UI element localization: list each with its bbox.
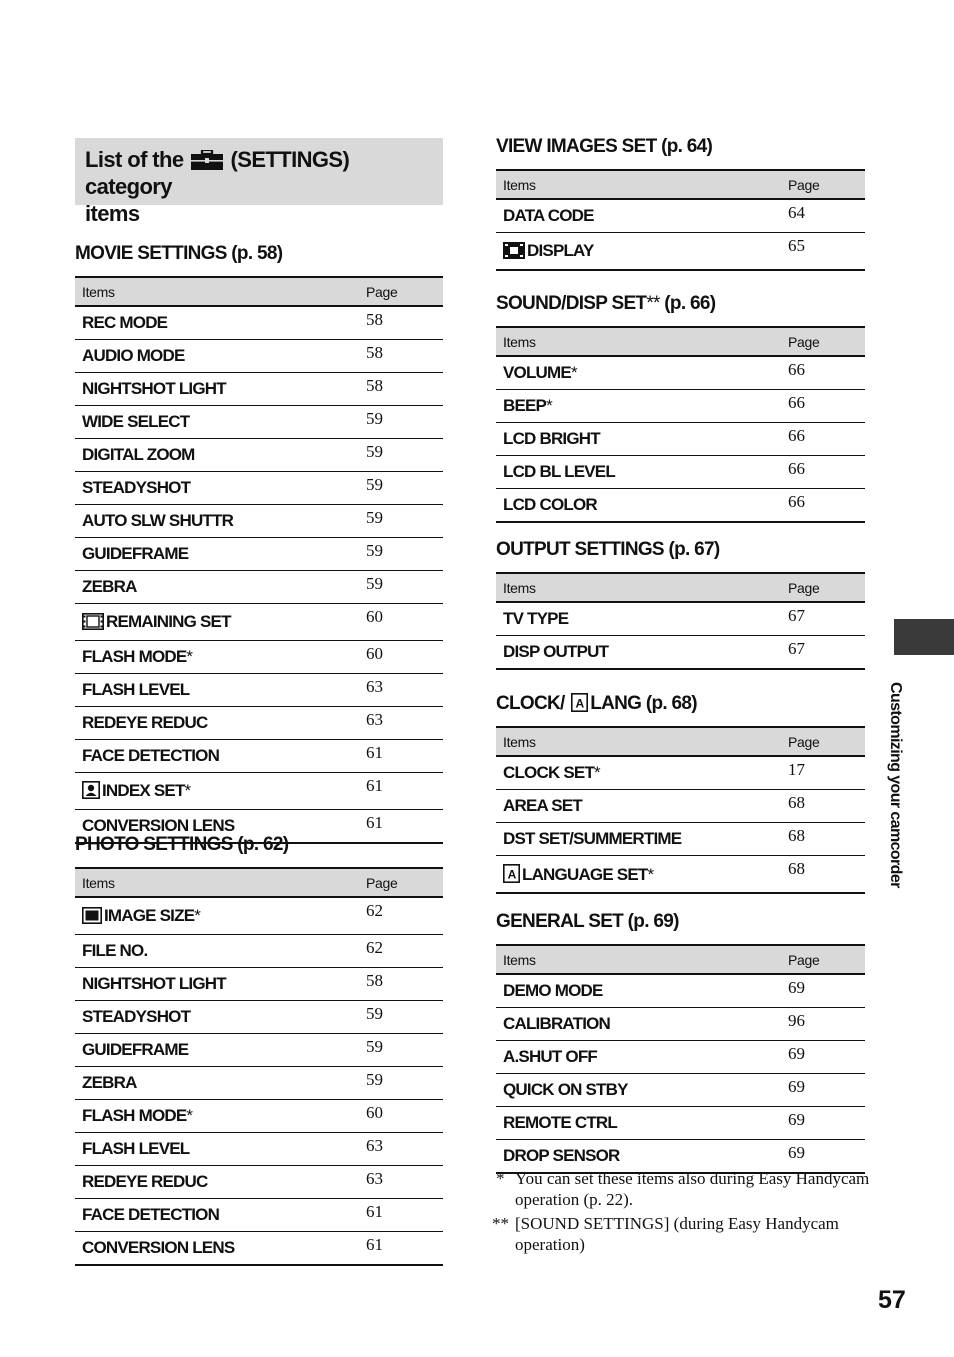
table-row bbox=[75, 1133, 443, 1166]
item-name: REC MODE bbox=[82, 313, 168, 332]
page-number-cell: 64 bbox=[788, 199, 865, 233]
footnotes bbox=[492, 1168, 876, 1258]
page-number-cell: 62 bbox=[366, 897, 443, 935]
page-number-cell: 68 bbox=[788, 856, 865, 894]
table-row bbox=[496, 489, 865, 523]
item-name: CONVERSION LENS bbox=[82, 816, 235, 835]
item-name-cell bbox=[496, 199, 788, 233]
item-name-cell bbox=[75, 1034, 366, 1067]
item-name: AREA SET bbox=[503, 796, 582, 815]
item-name-cell bbox=[75, 306, 366, 340]
footnote bbox=[496, 1168, 876, 1210]
item-name-cell bbox=[75, 641, 366, 674]
table-row bbox=[496, 1041, 865, 1074]
item-name: VOLUME bbox=[503, 363, 571, 382]
item-name-cell bbox=[75, 897, 366, 935]
item-name-cell bbox=[496, 423, 788, 456]
item-name: LCD BRIGHT bbox=[503, 429, 600, 448]
asterisk-mark: * bbox=[594, 763, 600, 782]
item-name: FACE DETECTION bbox=[82, 746, 220, 765]
table-row bbox=[496, 1008, 865, 1041]
heading-main: SOUND/DISP SET bbox=[496, 293, 647, 314]
page-number-cell: 68 bbox=[788, 790, 865, 823]
view-images-set-heading: VIEW IMAGES SET (p. 64) bbox=[496, 136, 713, 157]
page-number-cell: 68 bbox=[788, 823, 865, 856]
title-suffix: (SETTINGS) category bbox=[85, 147, 350, 199]
page-number-cell: 66 bbox=[788, 390, 865, 423]
page-number-cell: 58 bbox=[366, 340, 443, 373]
table-row bbox=[75, 773, 443, 810]
asterisk-mark: * bbox=[546, 396, 552, 415]
table-row bbox=[75, 674, 443, 707]
items-header: Items bbox=[496, 573, 788, 602]
item-name: GUIDEFRAME bbox=[82, 1040, 189, 1059]
page-number-cell: 61 bbox=[366, 740, 443, 773]
table-row bbox=[496, 790, 865, 823]
footnote bbox=[492, 1213, 876, 1255]
item-name-cell bbox=[496, 1107, 788, 1140]
page-number-cell: 61 bbox=[366, 1199, 443, 1232]
item-name-cell bbox=[75, 406, 366, 439]
page-number-cell: 67 bbox=[788, 636, 865, 670]
table-row bbox=[75, 571, 443, 604]
page-number-cell: 63 bbox=[366, 707, 443, 740]
film-icon bbox=[82, 612, 106, 631]
item-name: FACE DETECTION bbox=[82, 1205, 220, 1224]
item-name: AUDIO MODE bbox=[82, 346, 185, 365]
sound-disp-set-section bbox=[496, 290, 865, 523]
item-name: DISP OUTPUT bbox=[503, 642, 609, 661]
table-row bbox=[75, 1034, 443, 1067]
clock-lang-heading bbox=[496, 690, 865, 718]
item-name-cell bbox=[75, 472, 366, 505]
item-name: NIGHTSHOT LIGHT bbox=[82, 974, 226, 993]
item-name: LANGUAGE SET bbox=[522, 864, 648, 884]
item-name-cell bbox=[75, 935, 366, 968]
page-number-cell: 59 bbox=[366, 505, 443, 538]
page-header: Page bbox=[366, 277, 443, 306]
items-header: Items bbox=[496, 327, 788, 356]
svg-text:A: A bbox=[575, 696, 584, 711]
item-name-cell bbox=[496, 1008, 788, 1041]
section-title-box bbox=[75, 138, 443, 226]
photo-settings-section bbox=[75, 831, 443, 1266]
item-name: DISPLAY bbox=[527, 241, 594, 260]
item-name: LCD BL LEVEL bbox=[503, 462, 615, 481]
item-name-cell bbox=[496, 1074, 788, 1107]
item-name: NIGHTSHOT LIGHT bbox=[82, 379, 226, 398]
page-number-cell: 60 bbox=[366, 641, 443, 674]
table-row bbox=[75, 439, 443, 472]
page-number-cell: 69 bbox=[788, 1107, 865, 1140]
item-name-cell bbox=[75, 968, 366, 1001]
language-icon bbox=[503, 865, 522, 884]
item-name-cell bbox=[496, 790, 788, 823]
display-icon bbox=[503, 241, 527, 260]
table-row bbox=[496, 199, 865, 233]
title-line2: items bbox=[85, 201, 140, 226]
page-number-cell: 65 bbox=[788, 233, 865, 271]
item-name: CALIBRATION bbox=[503, 1014, 611, 1033]
face-index-icon bbox=[82, 781, 102, 800]
page-number-cell: 62 bbox=[366, 935, 443, 968]
item-name: STEADYSHOT bbox=[82, 1007, 191, 1026]
table-row bbox=[75, 935, 443, 968]
item-name-cell bbox=[75, 1133, 366, 1166]
item-name-cell bbox=[75, 1199, 366, 1232]
page-number-cell: 58 bbox=[366, 306, 443, 340]
item-name-cell bbox=[75, 439, 366, 472]
footnote-text: You can set these items also during Easy Handycam operation (p. 22). bbox=[515, 1169, 870, 1209]
page-number-cell: 61 bbox=[366, 773, 443, 810]
items-header: Items bbox=[496, 945, 788, 974]
page-number-cell: 59 bbox=[366, 1034, 443, 1067]
page-header: Page bbox=[788, 727, 865, 756]
table-row bbox=[75, 373, 443, 406]
table-row bbox=[75, 1232, 443, 1266]
svg-text:A: A bbox=[507, 867, 516, 881]
item-name-cell bbox=[75, 1166, 366, 1199]
item-name: FLASH LEVEL bbox=[82, 680, 190, 699]
item-name: DST SET/SUMMERTIME bbox=[503, 829, 682, 848]
item-name-cell bbox=[75, 1001, 366, 1034]
item-name: FLASH LEVEL bbox=[82, 1139, 190, 1158]
table-row bbox=[496, 856, 865, 894]
page-number-cell: 59 bbox=[366, 472, 443, 505]
item-name-cell bbox=[496, 356, 788, 390]
item-name-cell bbox=[496, 756, 788, 790]
table-row bbox=[75, 968, 443, 1001]
item-name-cell bbox=[496, 856, 788, 894]
output-settings-table bbox=[496, 572, 865, 670]
table-row bbox=[496, 974, 865, 1008]
table-row bbox=[496, 602, 865, 636]
items-header: Items bbox=[496, 170, 788, 199]
item-name: GUIDEFRAME bbox=[82, 544, 189, 563]
item-name-cell bbox=[75, 373, 366, 406]
page-number-cell: 63 bbox=[366, 674, 443, 707]
item-name: STEADYSHOT bbox=[82, 478, 191, 497]
general-set-section bbox=[496, 908, 865, 1174]
page-number-cell: 66 bbox=[788, 356, 865, 390]
item-name-cell bbox=[75, 571, 366, 604]
item-name-cell bbox=[75, 505, 366, 538]
view-images-set-section bbox=[496, 133, 865, 271]
page-number-cell: 61 bbox=[366, 1232, 443, 1266]
table-row bbox=[496, 356, 865, 390]
output-settings-section bbox=[496, 536, 865, 670]
page-number-cell: 59 bbox=[366, 571, 443, 604]
toolbox-icon bbox=[191, 150, 223, 170]
item-name: FLASH MODE bbox=[82, 1106, 187, 1125]
page-header: Page bbox=[788, 327, 865, 356]
page-number-cell: 59 bbox=[366, 439, 443, 472]
table-row bbox=[496, 390, 865, 423]
item-name-cell bbox=[75, 1232, 366, 1266]
item-name-cell bbox=[75, 1100, 366, 1133]
movie-settings-table bbox=[75, 276, 443, 844]
table-row bbox=[75, 740, 443, 773]
item-name-cell bbox=[75, 707, 366, 740]
page-header: Page bbox=[788, 170, 865, 199]
item-name-cell bbox=[496, 233, 788, 271]
photo-settings-table bbox=[75, 867, 443, 1266]
footnote-mark: * bbox=[496, 1169, 505, 1188]
table-row bbox=[75, 1166, 443, 1199]
page-number-cell: 66 bbox=[788, 423, 865, 456]
footnote-mark: ** bbox=[492, 1214, 509, 1233]
page-title bbox=[85, 146, 433, 227]
item-name: DIGITAL ZOOM bbox=[82, 445, 195, 464]
item-name-cell bbox=[496, 602, 788, 636]
sound-disp-set-table bbox=[496, 326, 865, 523]
item-name: DATA CODE bbox=[503, 206, 594, 225]
item-name: REMOTE CTRL bbox=[503, 1113, 617, 1132]
view-images-set-table bbox=[496, 169, 865, 271]
item-name: BEEP bbox=[503, 396, 547, 415]
item-name: IMAGE SIZE bbox=[104, 906, 195, 925]
table-row bbox=[496, 1074, 865, 1107]
item-name: FLASH MODE bbox=[82, 647, 187, 666]
page-header: Page bbox=[788, 945, 865, 974]
item-name-cell bbox=[75, 340, 366, 373]
item-name-cell bbox=[75, 538, 366, 571]
table-row bbox=[75, 1100, 443, 1133]
item-name: ZEBRA bbox=[82, 577, 137, 596]
table-row bbox=[75, 472, 443, 505]
table-row bbox=[496, 233, 865, 271]
item-name: ZEBRA bbox=[82, 1073, 137, 1092]
photo-settings-heading: PHOTO SETTINGS (p. 62) bbox=[75, 834, 289, 855]
item-name-cell bbox=[75, 773, 366, 810]
item-name: DEMO MODE bbox=[503, 981, 603, 1000]
page-number-cell: 96 bbox=[788, 1008, 865, 1041]
general-set-heading: GENERAL SET (p. 69) bbox=[496, 911, 679, 932]
item-name: INDEX SET bbox=[102, 781, 185, 800]
asterisk-mark: * bbox=[570, 363, 577, 382]
page-number-cell: 69 bbox=[788, 1074, 865, 1107]
table-row bbox=[75, 505, 443, 538]
item-name: TV TYPE bbox=[503, 609, 569, 628]
table-row bbox=[496, 456, 865, 489]
general-set-table bbox=[496, 944, 865, 1174]
item-name: REDEYE REDUC bbox=[82, 1172, 208, 1191]
asterisk-mark: * bbox=[186, 647, 193, 666]
movie-settings-section bbox=[75, 240, 443, 844]
clock-lang-section bbox=[496, 690, 865, 894]
page-number-cell: 69 bbox=[788, 1041, 865, 1074]
language-icon bbox=[571, 693, 588, 712]
item-name-cell bbox=[496, 974, 788, 1008]
sound-disp-set-heading bbox=[496, 290, 865, 318]
heading-post: LANG (p. 68) bbox=[590, 693, 697, 714]
item-name-cell bbox=[496, 1041, 788, 1074]
table-row bbox=[496, 1107, 865, 1140]
table-row bbox=[75, 1067, 443, 1100]
title-prefix: List of the bbox=[85, 147, 184, 172]
chapter-tab-marker bbox=[894, 619, 954, 655]
item-name-cell bbox=[75, 604, 366, 641]
item-name-cell bbox=[496, 390, 788, 423]
clock-lang-table bbox=[496, 726, 865, 894]
asterisk-mark: * bbox=[186, 1106, 193, 1125]
item-name: DROP SENSOR bbox=[503, 1146, 620, 1165]
item-name: QUICK ON STBY bbox=[503, 1080, 628, 1099]
asterisk-mark: * bbox=[194, 906, 201, 925]
page-number-cell: 66 bbox=[788, 456, 865, 489]
item-name-cell bbox=[75, 674, 366, 707]
item-name-cell bbox=[75, 1067, 366, 1100]
table-row bbox=[75, 641, 443, 674]
item-name: AUTO SLW SHUTTR bbox=[82, 511, 234, 530]
table-row bbox=[75, 707, 443, 740]
table-row bbox=[75, 604, 443, 641]
page-number-cell: 59 bbox=[366, 406, 443, 439]
page-number-cell: 63 bbox=[366, 1166, 443, 1199]
heading-tail: (p. 66) bbox=[659, 293, 716, 314]
asterisk-mark: * bbox=[647, 864, 654, 884]
table-row bbox=[75, 340, 443, 373]
item-name-cell bbox=[496, 636, 788, 670]
item-name: REDEYE REDUC bbox=[82, 713, 208, 732]
items-header: Items bbox=[496, 727, 788, 756]
page-number-cell: 17 bbox=[788, 756, 865, 790]
table-row bbox=[496, 636, 865, 670]
item-name: A.SHUT OFF bbox=[503, 1047, 597, 1066]
footnote-text: [SOUND SETTINGS] (during Easy Handycam operation) bbox=[515, 1214, 839, 1254]
items-header: Items bbox=[75, 868, 366, 897]
item-name: CLOCK SET bbox=[503, 763, 595, 782]
table-row bbox=[496, 823, 865, 856]
asterisk-mark: * bbox=[184, 781, 191, 800]
item-name-cell bbox=[75, 740, 366, 773]
page-number-cell: 60 bbox=[366, 604, 443, 641]
page-number-cell: 58 bbox=[366, 968, 443, 1001]
item-name: WIDE SELECT bbox=[82, 412, 190, 431]
page-number: 57 bbox=[878, 1286, 906, 1314]
item-name: REMAINING SET bbox=[106, 612, 231, 631]
page-number-cell: 69 bbox=[788, 1140, 865, 1174]
page-number-cell: 60 bbox=[366, 1100, 443, 1133]
page-number-cell: 59 bbox=[366, 538, 443, 571]
table-row bbox=[496, 423, 865, 456]
image-size-icon bbox=[82, 906, 104, 925]
item-name: LCD COLOR bbox=[503, 495, 597, 514]
table-row bbox=[75, 306, 443, 340]
table-row bbox=[75, 406, 443, 439]
item-name-cell bbox=[496, 823, 788, 856]
table-row bbox=[75, 897, 443, 935]
movie-settings-heading: MOVIE SETTINGS (p. 58) bbox=[75, 243, 283, 264]
page-header: Page bbox=[788, 573, 865, 602]
item-name-cell bbox=[496, 456, 788, 489]
page-number-cell: 67 bbox=[788, 602, 865, 636]
item-name: CONVERSION LENS bbox=[82, 1238, 235, 1257]
output-settings-heading: OUTPUT SETTINGS (p. 67) bbox=[496, 539, 720, 560]
heading-pre: CLOCK/ bbox=[496, 693, 565, 714]
table-row bbox=[75, 538, 443, 571]
page-number-cell: 59 bbox=[366, 1067, 443, 1100]
item-name: FILE NO. bbox=[82, 941, 148, 960]
page-number-cell: 58 bbox=[366, 373, 443, 406]
items-header: Items bbox=[75, 277, 366, 306]
item-name-cell bbox=[496, 489, 788, 523]
chapter-side-label: Customizing your camcorder bbox=[887, 682, 904, 888]
page-header: Page bbox=[366, 868, 443, 897]
table-row bbox=[75, 1001, 443, 1034]
page-number-cell: 61 bbox=[366, 810, 443, 844]
page-number-cell: 66 bbox=[788, 489, 865, 523]
page-number-cell: 63 bbox=[366, 1133, 443, 1166]
heading-asterisks: ** bbox=[646, 293, 660, 314]
page-number-cell: 59 bbox=[366, 1001, 443, 1034]
page-number-cell: 69 bbox=[788, 974, 865, 1008]
table-row bbox=[75, 1199, 443, 1232]
table-row bbox=[496, 756, 865, 790]
